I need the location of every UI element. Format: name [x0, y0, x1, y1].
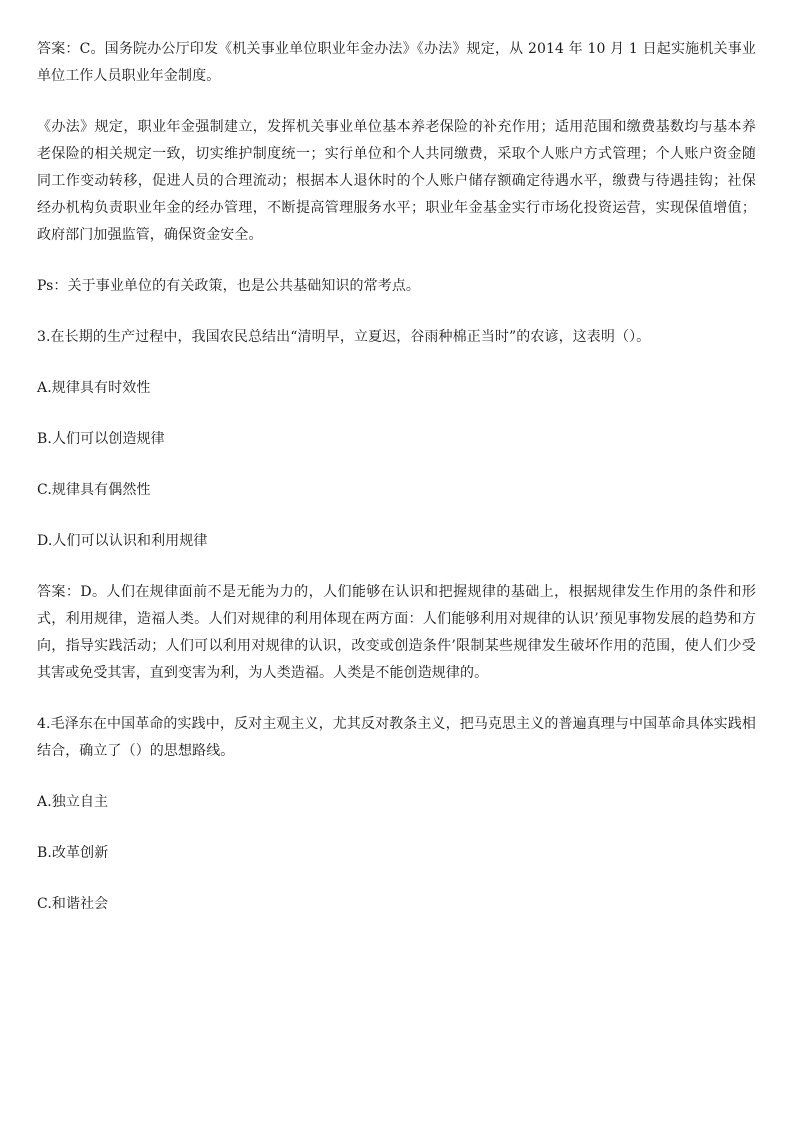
question-4-option-b: B.改革创新 [37, 845, 109, 861]
question-4-option-a: A.独立自主 [37, 794, 109, 810]
question-3-stem: 3.在长期的生产过程中，我国农民总结出“清明早，立夏迟，谷雨种棉正当时”的农谚，这表明（）。 [37, 329, 651, 345]
explanation-paragraph: 《办法》规定，职业年金强制建立，发挥机关事业单位基本养老保险的补充作用；适用范围和缴费基数均与基本养老保险的相关规定一致，切实维护制度统一；实行单位和个人共同缴费，采取个人账户方式管理；个人账户资金随同工作变动转移，促进人员的合理流动；根据本人退休时的个人账户储存额确定待遇水平，缴费与待遇挂钩；社保经办机构负责职业年金的经办管理，不断提高管理服务水平；职业年金基金实行市场化投资运营，实现保值增值；政府部门加强监管，确保资金安全。 [37, 119, 756, 243]
question-3-option-b: B.人们可以创造规律 [37, 431, 165, 447]
ps-note: Ps：关于事业单位的有关政策，也是公共基础知识的常考点。 [37, 278, 421, 294]
answer-3-paragraph: 答案：D。人们在规律面前不是无能为力的，人们能够在认识和把握规律的基础上，根据规律发生作用的条件和形式，利用规律，造福人类。人们对规律的利用体现在两方面：人们能够利用对规律的认识’预见事物发展的趋势和方向，指导实践活动；人们可以利用对规律的认识，改变或创造条件’限制某些规律发生破坏作用的范围，使人们少受其害或免受其害，直到变害为利，为人类造福。人类是不能创造规律的。 [37, 584, 756, 681]
question-4-option-c: C.和谐社会 [37, 896, 109, 912]
question-3-option-d: D.人们可以认识和利用规律 [37, 533, 208, 549]
question-4-stem: 4.毛泽东在中国革命的实践中，反对主观主义，尤其反对教条主义，把马克思主义的普遍真理与中国革命具体实践相结合，确立了（）的思想路线。 [37, 716, 756, 759]
answer-paragraph: 答案：C。国务院办公厅印发《机关事业单位职业年金办法》《办法》规定，从 2014 年 10 月 1 日起实施机关事业单位工作人员职业年金制度。 [37, 41, 756, 84]
question-3-option-c: C.规律具有偶然性 [37, 482, 151, 498]
question-3-option-a: A.规律具有时效性 [37, 380, 151, 396]
